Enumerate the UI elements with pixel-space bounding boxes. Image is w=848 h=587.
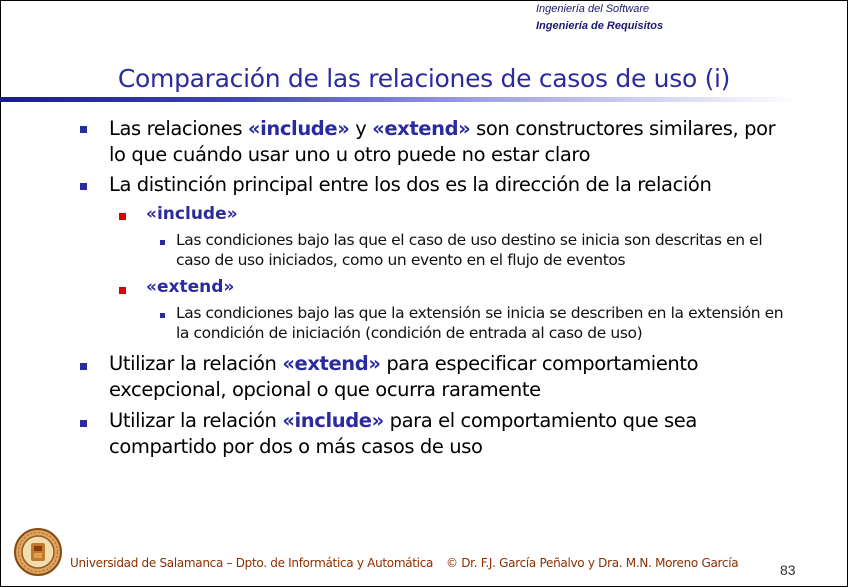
detail-include-line2: caso de uso iniciados, como un evento en el flujo de eventos — [176, 251, 626, 269]
slide-title: Comparación de las relaciones de casos de uso (i) — [117, 64, 731, 93]
bullet-1-text: y — [349, 117, 373, 140]
university-seal-logo — [14, 528, 62, 576]
bullet-4 — [109, 408, 697, 460]
bullet-4-text: para el comportamiento que sea — [383, 409, 697, 432]
keyword-extend: «extend» — [282, 352, 381, 375]
sub-bullet-include: «include» — [146, 204, 238, 224]
detail-include-line1: Las condiciones bajo las que el caso de uso destino se inicia son descritas en el — [176, 231, 763, 249]
sub-bullet-extend: «extend» — [146, 277, 235, 297]
bullet-1-text: son constructores similares, por — [470, 117, 776, 140]
bullet-marker — [80, 420, 87, 427]
sub-bullet-marker — [119, 287, 126, 294]
header-topic: Ingeniería de Requisitos — [536, 20, 664, 32]
detail-extend-line1: Las condiciones bajo las que la extensión se inicia se describen en la extensión en — [176, 304, 784, 322]
bullet-2: La distinción principal entre los dos es la dirección de la relación — [109, 173, 712, 196]
page-number: 83 — [780, 562, 796, 578]
footer-authors: © Dr. F.J. García Peñalvo y Dra. M.N. Moreno García — [446, 556, 739, 570]
keyword-extend: «extend» — [372, 117, 471, 140]
bullet-3-text: para especificar comportamiento — [380, 352, 699, 375]
bullet-marker — [80, 363, 87, 370]
detail-marker — [160, 240, 165, 245]
bullet-3-text: Utilizar la relación — [109, 352, 283, 375]
bullet-4-text: Utilizar la relación — [109, 409, 283, 432]
bullet-1-line2: lo que cuándo usar uno u otro puede no estar claro — [109, 143, 591, 166]
bullet-1-text: Las relaciones — [109, 117, 248, 140]
bullet-3 — [109, 351, 698, 403]
detail-extend-line2: la condición de iniciación (condición de entrada al caso de uso) — [176, 324, 643, 342]
bullet-1 — [109, 116, 775, 168]
title-underline — [0, 97, 800, 102]
detail-marker — [160, 313, 165, 318]
keyword-include: «include» — [247, 117, 350, 140]
bullet-marker — [80, 183, 87, 190]
keyword-include: «include» — [282, 409, 384, 432]
bullet-4-line2: compartido por dos o más casos de uso — [109, 435, 483, 458]
bullet-marker — [80, 126, 87, 133]
bullet-3-line2: excepcional, opcional o que ocurra raramente — [109, 378, 541, 401]
detail-include — [176, 230, 816, 270]
footer-institution: Universidad de Salamanca – Dpto. de Informática y Automática — [70, 556, 434, 570]
header-course: Ingeniería del Software — [536, 3, 650, 15]
detail-extend — [176, 303, 816, 343]
sub-bullet-marker — [119, 213, 126, 220]
